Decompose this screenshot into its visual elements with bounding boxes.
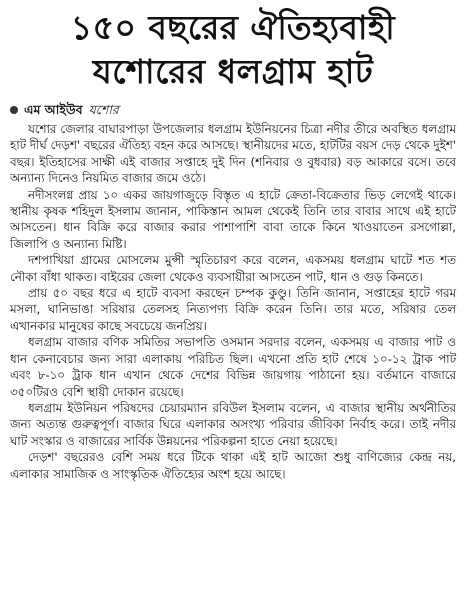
headline-line-2: যশোরের ধলগ্রাম হাট	[92, 52, 374, 91]
paragraph: যশোর জেলার বাঘারপাড়া উপজেলার ধলগ্রাম ইউনিয়নের চিত্রা নদীর তীরে অবস্থিত ধলগ্রাম হাট দীর্ঘ দেড়শ' বছরের ঐতিহ্য বহন করে আসছে। স্থানীয়দের মতে, হাটটির বয়স দেড় থেকে দুইশ' বছর। ইতিহাসের সাক্ষী এই বাজার সপ্তাহে দুই দিন (শনিবার ও বুধবার) বড় আকারে বসে। তবে অন্যান্য দিনেও নিয়মিত বাজার জমে ওঠে।	[10, 122, 456, 186]
byline-place: যশোর	[88, 102, 119, 117]
article-body	[10, 121, 456, 482]
byline-author: এম আইউব	[24, 102, 83, 117]
paragraph: ধলগ্রাম বাজার বণিক সমিতির সভাপতি ওসমান সরদার বলেন, একসময় এ বাজার পাট ও ধান কেনাবেচার জন্য সারা এলাকায় পরিচিত ছিল। এখনো প্রতি হাট শেষে ১০-১২ ট্রাক পাট এবং ৮-১০ ট্রাক ধান এখান থেকে দেশের বিভিন্ন জায়গায় পাঠানো হয়। বর্তমানে বাজারে ৩৫০টিরও বেশি স্থায়ী দোকান রয়েছে।	[10, 335, 456, 399]
byline	[10, 102, 456, 118]
headline	[10, 6, 456, 94]
paragraph: দেড়শ' বছরেরও বেশি সময় ধরে টিকে থাকা এই হাট আজো শুধু বাণিজ্যের কেন্দ্র নয়, এলাকার সামাজিক ও সাংস্কৃতিক ঐতিহ্যের অংশ হয়ে আছে।	[10, 450, 456, 481]
bullet-icon	[10, 106, 18, 114]
paragraph: দশপাখিয়া গ্রামের মোসলেম মুন্সী স্মৃতিচারণ করে বলেন, একসময় ধলগ্রাম ঘাটে শত শত নৌকা বাঁধা থাকত। বাইরের জেলা থেকেও ব্যবসায়ীরা আসতেন পাট, ধান ও গুড় কিনতে।	[10, 253, 456, 284]
paragraph: ধলগ্রাম ইউনিয়ন পরিষদের চেয়ারম্যান রবিউল ইসলাম বলেন, এ বাজার স্থানীয় অর্থনীতির জন্য অত্যন্ত গুরুত্বপূর্ণ। বাজার ঘিরে এলাকার অসংখ্য পরিবার জীবিকা নির্বাহ করে। তাই নদীর ঘাট সংস্কার ও বাজারের সার্বিক উন্নয়নের পরিকল্পনা হাতে নেয়া হয়েছে।	[10, 400, 456, 448]
paragraph: প্রায় ৫০ বছর ধরে এ হাটে ব্যবসা করছেন চম্পক কুণ্ডু। তিনি জানান, সপ্তাহের হাটে গরম মসলা, ঘানিভাঙা সরিষার তেলসহ নিত্যপণ্য বিক্রি করেন তিনি। তার মতে, সরিষার তেল এখানকার মানুষের কাছে সবচেয়ে জনপ্রিয়।	[10, 286, 456, 333]
headline-line-1: ১৫০ বছরের ঐতিহ্যবাহী	[70, 8, 396, 47]
paragraph: নদীসংলগ্ন প্রায় ১০ একর জায়গাজুড়ে বিস্তৃত এ হাটে ক্রেতা-বিক্রেতার ভিড় লেগেই থাকে। স্থানীয় কৃষক শহিদুল ইসলাম জানান, পাকিস্তান আমল থেকেই তিনি তার বাবার সাথে এই হাটে আসতেন। ধান বিক্রি করে বাজার করার পাশাপাশি বাবা তাকে কিনে খাওয়াতেন রসগোল্লা, জিলাপি ও অন্যান্য মিষ্টি।	[10, 187, 456, 251]
